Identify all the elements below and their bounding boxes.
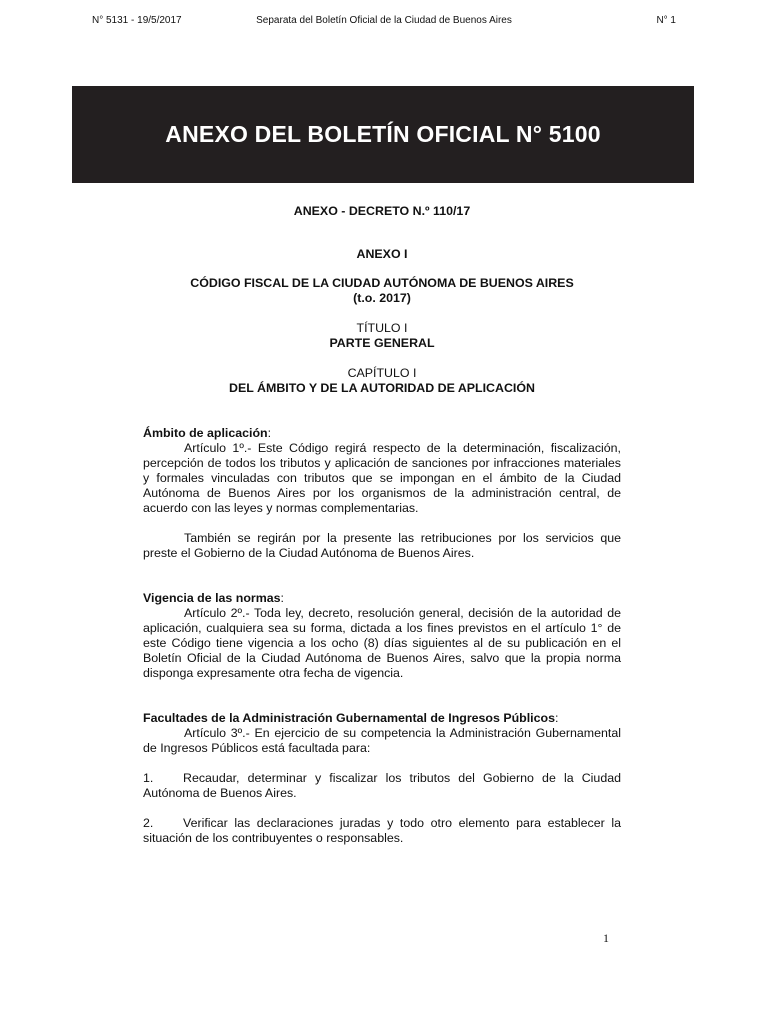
section-title: Vigencia de las normas [143,591,281,605]
section-heading [143,711,621,726]
banner-title: ANEXO DEL BOLETÍN OFICIAL N° 5100 [165,121,601,147]
code-title [143,276,621,306]
decree-heading: ANEXO - DECRETO N.º 110/17 [293,204,471,218]
section-colon: : [267,426,272,440]
document-body [143,204,621,846]
chapter-name: DEL ÁMBITO Y DE LA AUTORIDAD DE APLICACIÓN [229,381,535,395]
section-title: Ámbito de aplicación [143,426,268,440]
section-colon: : [280,591,284,605]
issue-number-date: N° 5131 - 19/5/2017 [92,15,182,26]
title-label: TÍTULO I [356,321,408,335]
list-item [143,771,621,801]
section-ambito [143,426,621,561]
list-item-text: Verificar las declaraciones juradas y todo otro elemento para establecer la situación de los contribuyentes o responsables. [143,816,621,845]
section-heading [143,591,621,606]
publication-title: Separata del Boletín Oficial de la Ciudad de Buenos Aires [256,15,512,26]
header-page-number: N° 1 [656,15,676,26]
code-title-line2: (t.o. 2017) [353,291,411,305]
page-header [92,15,676,29]
article-1-paragraph-2: También se regirán por la presente las retribuciones por los servicios que preste el Gobierno de la Ciudad Autónoma de Buenos Aires. [143,531,621,560]
list-item-number: 2. [143,816,154,830]
section-vigencia [143,591,621,681]
title-block [143,321,621,351]
list-item [143,816,621,846]
section-title: Facultades de la Administración Gubernamental de Ingresos Públicos [143,711,555,725]
chapter-label: CAPÍTULO I [347,366,417,380]
section-heading [143,426,621,441]
annex-heading: ANEXO I [356,247,408,261]
article-2-text: Artículo 2º.- Toda ley, decreto, resolución general, decisión de la autoridad de aplicación, cualquiera sea su forma, dictada a los fines previstos en el artículo 1° de este Código tiene vigencia a los ocho (8) días siguientes al de su publicación en el Boletín Oficial de la Ciudad Autónoma de Buenos Aires, salvo que la propia norma disponga expresamente otra fecha de vigencia. [143,606,621,680]
chapter-block [143,366,621,396]
code-title-line1: CÓDIGO FISCAL DE LA CIUDAD AUTÓNOMA DE BUENOS AIRES [190,276,574,290]
article-1-text: Artículo 1º.- Este Código regirá respecto de la determinación, fiscalización, percepción de todos los tributos y aplicación de sanciones por infracciones materiales y formales vinculadas con tributos que se impongan en el ámbito de la Ciudad Autónoma de Buenos Aires por los organismos de la administración central, de acuerdo con las leyes y normas complementarias. [143,441,621,515]
annex-banner [72,86,694,183]
section-facultades [143,711,621,846]
title-name: PARTE GENERAL [329,336,435,350]
article-3-text: Artículo 3º.- En ejercicio de su competencia la Administración Gubernamental de Ingresos Públicos está facultada para: [143,726,621,755]
list-item-text: Recaudar, determinar y fiscalizar los tributos del Gobierno de la Ciudad Autónoma de Buenos Aires. [143,771,621,800]
list-item-number: 1. [143,771,154,785]
section-colon: : [554,711,559,725]
page-number: 1 [603,931,609,945]
